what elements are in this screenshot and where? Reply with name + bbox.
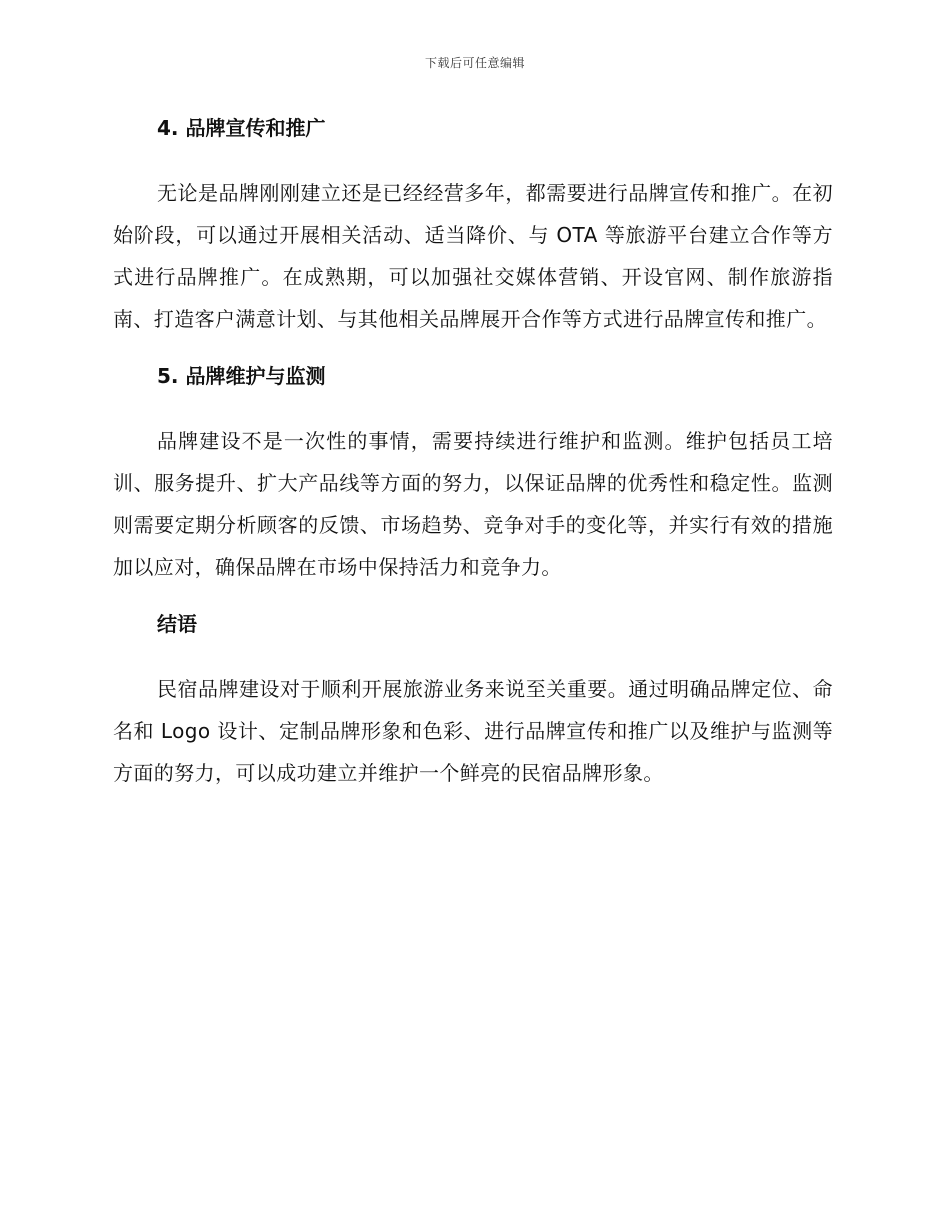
paragraph-brand-promotion: 无论是品牌刚刚建立还是已经经营多年，都需要进行品牌宣传和推广。在初始阶段，可以通过开展相关活动、适当降价、与 OTA 等旅游平台建立合作等方式进行品牌推广。在成熟期，可以加强社交媒体营销、开设官网、制作旅游指南、打造客户满意计划、与其他相关品牌展开合作等方式进行品牌宣传和推广。 — [113, 181, 833, 331]
paragraph-brand-maintenance: 品牌建设不是一次性的事情，需要持续进行维护和监测。维护包括员工培训、服务提升、扩大产品线等方面的努力，以保证品牌的优秀性和稳定性。监测则需要定期分析顾客的反馈、市场趋势、竞争对手的变化等，并实行有效的措施加以应对，确保品牌在市场中保持活力和竞争力。 — [113, 429, 833, 579]
paragraph-conclusion: 民宿品牌建设对于顺利开展旅游业务来说至关重要。通过明确品牌定位、命名和 Logo 设计、定制品牌形象和色彩、进行品牌宣传和推广以及维护与监测等方面的努力，可以成功建立并维护一个鲜亮的民宿品牌形象。 — [113, 677, 833, 785]
document-body — [113, 112, 833, 794]
header-note: 下载后可任意编辑 — [424, 56, 525, 70]
section-heading-brand-promotion: 4. 品牌宣传和推广 — [157, 116, 326, 140]
section-heading-brand-maintenance: 5. 品牌维护与监测 — [157, 364, 326, 388]
section-heading-conclusion: 结语 — [157, 612, 197, 636]
